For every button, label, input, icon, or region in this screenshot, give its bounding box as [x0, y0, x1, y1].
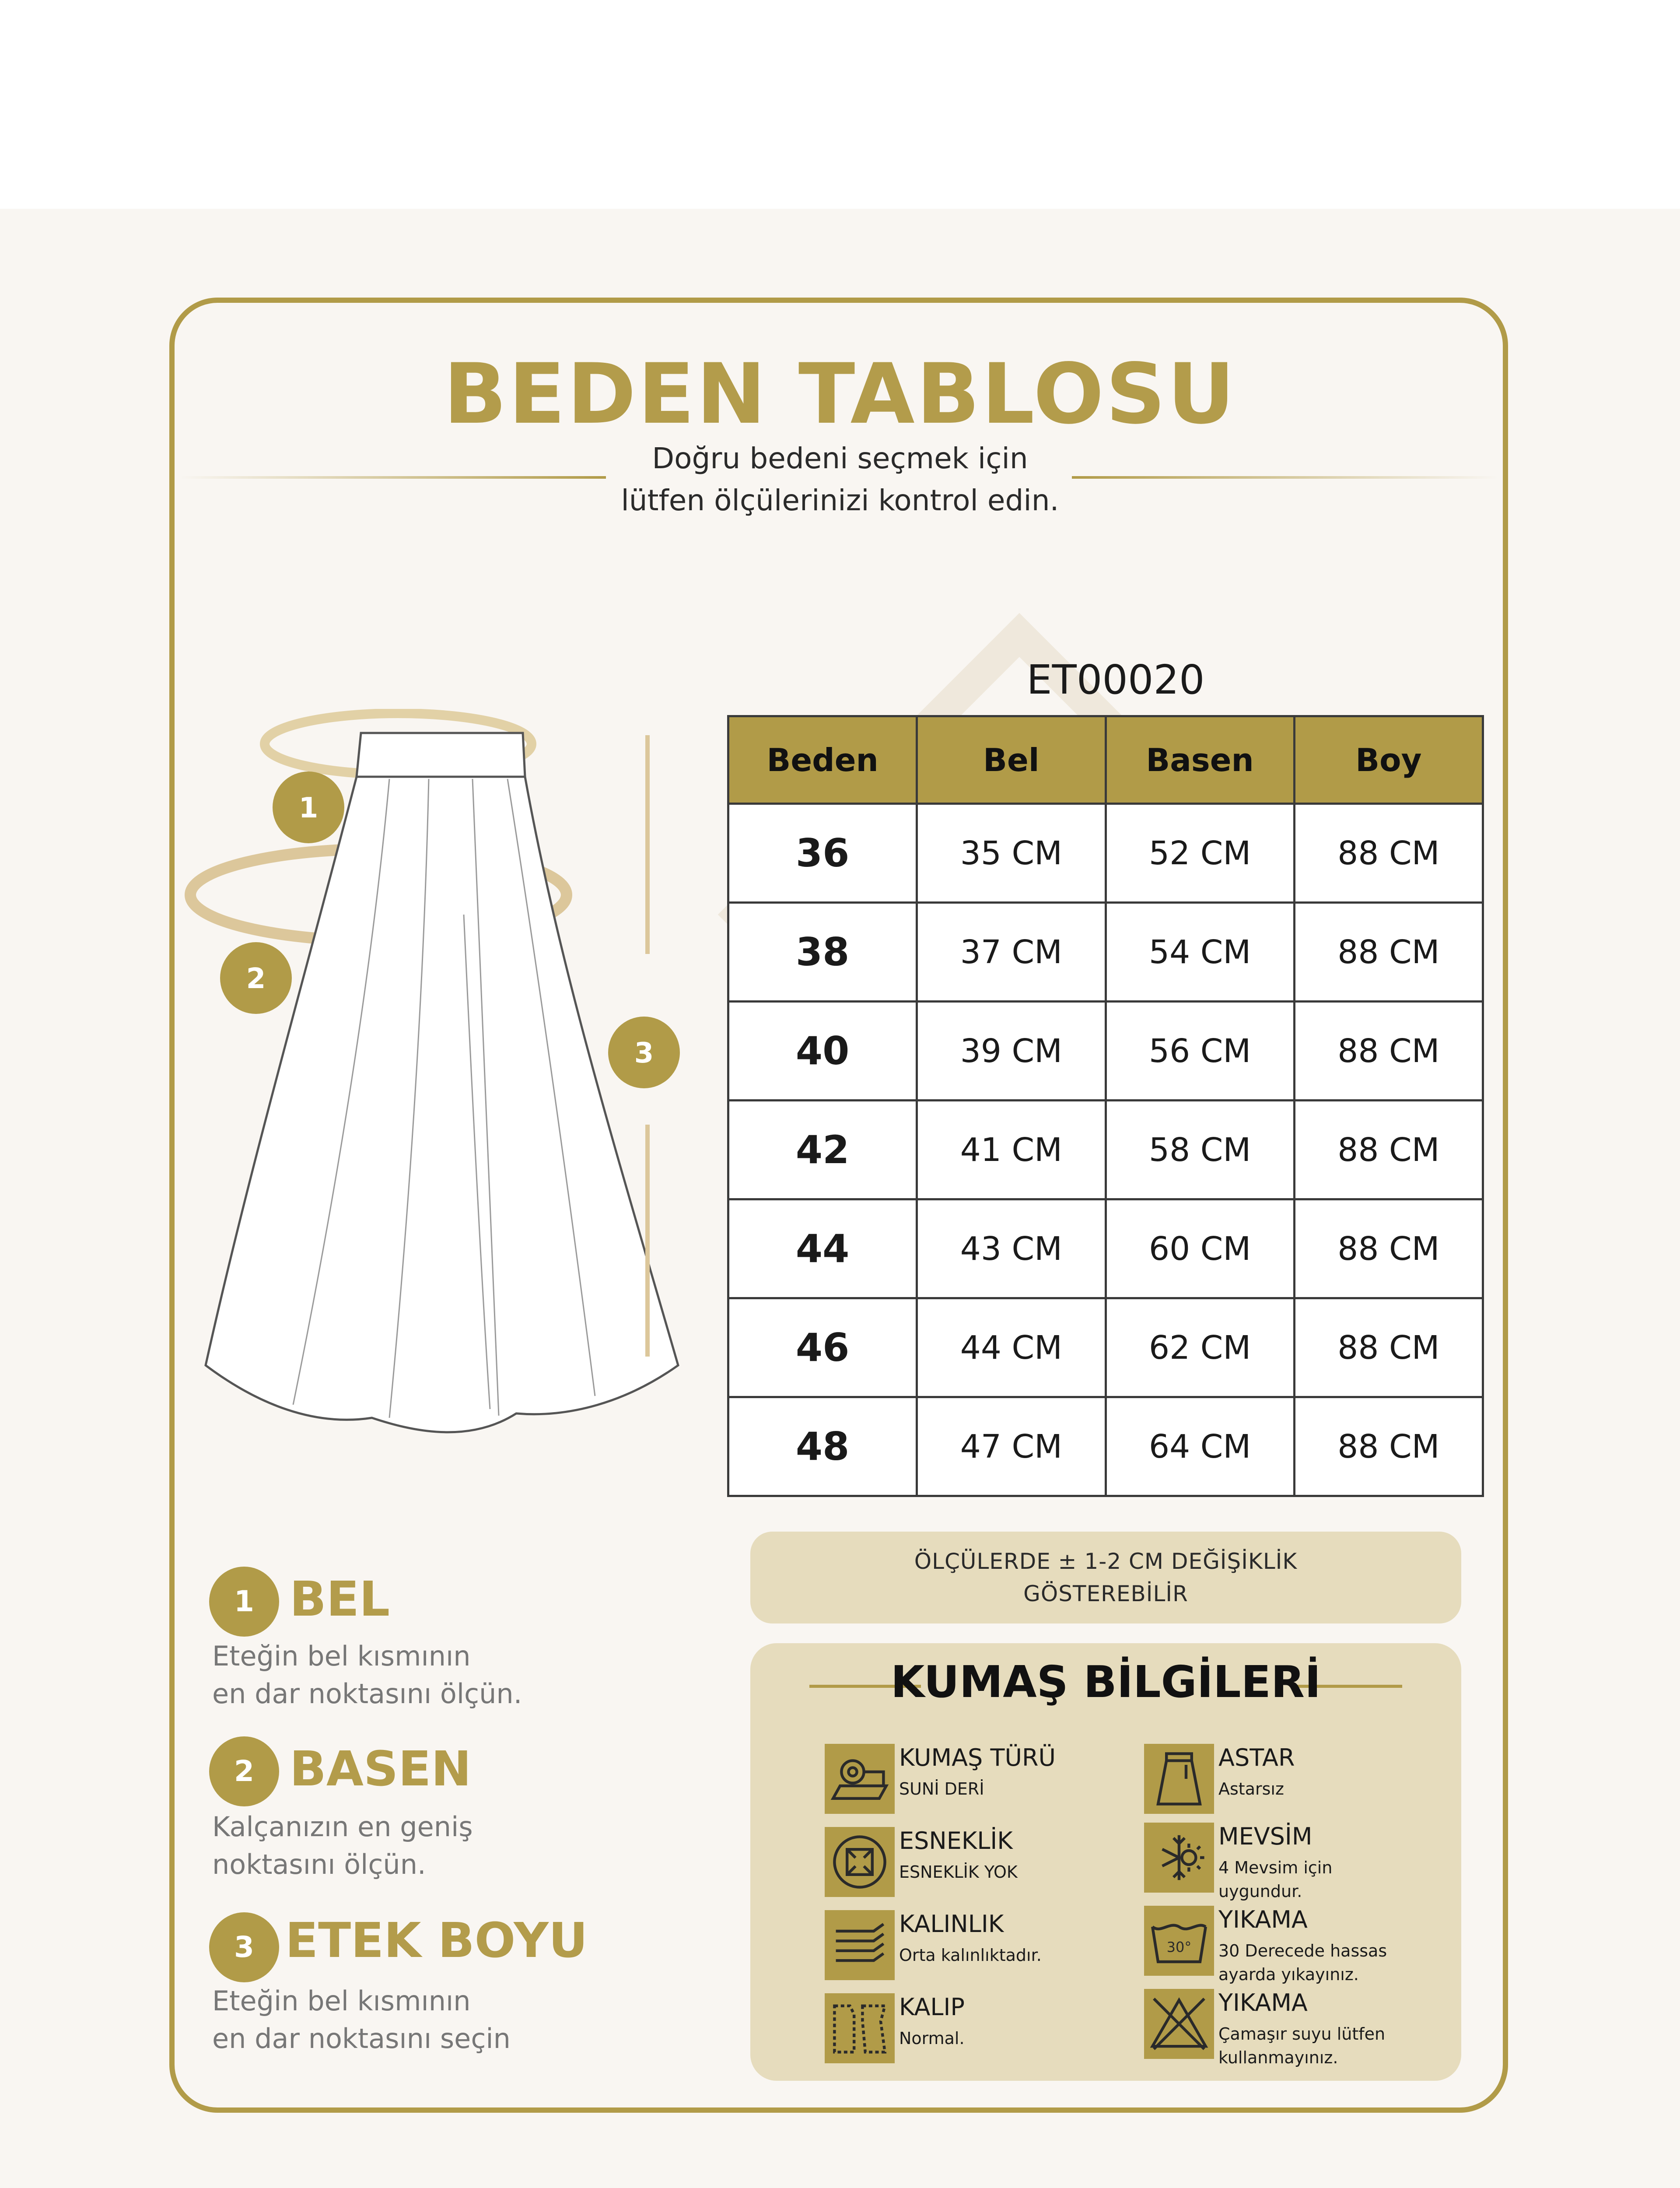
length-cell: 88 CM — [1294, 1298, 1483, 1397]
fabric-item-stretch — [825, 1827, 1157, 1901]
measurement-note — [750, 1532, 1461, 1623]
table-row — [728, 1002, 1483, 1101]
fabric-item-lining — [1144, 1744, 1477, 1818]
fabric-item-label: KALIP — [899, 1993, 965, 2021]
legend-title-etek-boyu: ETEK BOYU — [285, 1912, 588, 1968]
table-row — [728, 903, 1483, 1002]
subtitle-line-1: Doğru bedeni seçmek için — [652, 442, 1028, 475]
size-cell: 48 — [728, 1397, 917, 1496]
hip-cell: 58 CM — [1106, 1101, 1294, 1199]
legend-title-bel: BEL — [290, 1571, 390, 1627]
title-rule-left — [179, 476, 606, 479]
column-header-bel: Bel — [917, 716, 1106, 804]
table-header-row — [728, 716, 1483, 804]
column-header-basen: Basen — [1106, 716, 1294, 804]
hip-cell: 64 CM — [1106, 1397, 1294, 1496]
wash-temperature-label: 30° — [1166, 1939, 1192, 1956]
thickness-icon — [825, 1910, 895, 1980]
table-row — [728, 1199, 1483, 1298]
waist-cell: 44 CM — [917, 1298, 1106, 1397]
size-cell: 46 — [728, 1298, 917, 1397]
marker-3-label: 3 — [634, 1037, 654, 1069]
marker-3 — [608, 1017, 680, 1088]
fabric-item-value: 4 Mevsim için uygundur. — [1218, 1858, 1333, 1901]
fabric-item-thickness — [825, 1910, 1157, 1985]
fabric-roll-icon — [825, 1744, 895, 1814]
subtitle-line-2: lütfen ölçülerinizi kontrol edin. — [621, 484, 1059, 517]
legend-badge-1: 1 — [209, 1567, 279, 1637]
length-cell: 88 CM — [1294, 1397, 1483, 1496]
waist-cell: 37 CM — [917, 903, 1106, 1002]
waist-cell: 47 CM — [917, 1397, 1106, 1496]
marker-1 — [273, 771, 344, 843]
fabric-item-label: ESNEKLİK — [899, 1827, 1013, 1855]
fabric-item-value: Astarsız — [1218, 1779, 1284, 1799]
fabric-item-value: Normal. — [899, 2029, 965, 2048]
fabric-item-no-bleach — [1144, 1989, 1477, 2067]
fabric-item-value: ESNEKLİK YOK — [899, 1862, 1018, 1882]
legend-title-basen: BASEN — [290, 1741, 472, 1797]
table-row — [728, 804, 1483, 903]
stretch-icon — [825, 1827, 895, 1897]
legend-desc-etek-boyu — [212, 1982, 606, 2058]
fabric-item-season — [1144, 1823, 1477, 1901]
column-header-boy: Boy — [1294, 716, 1483, 804]
fabric-info-title: KUMAŞ BİLGİLERİ — [890, 1656, 1321, 1708]
fabric-item-label: MEVSİM — [1218, 1823, 1312, 1850]
wash-30-icon — [1144, 1906, 1214, 1976]
fabric-item-label: YIKAMA — [1218, 1906, 1308, 1933]
fabric-item-value: 30 Derecede hassas ayarda yıkayınız. — [1218, 1941, 1387, 1984]
table-row — [728, 1101, 1483, 1199]
marker-1-label: 1 — [298, 792, 318, 824]
skirt-body — [206, 733, 678, 1432]
length-cell: 88 CM — [1294, 903, 1483, 1002]
size-table — [727, 715, 1484, 1497]
length-cell: 88 CM — [1294, 1101, 1483, 1199]
waist-cell: 41 CM — [917, 1101, 1106, 1199]
measurement-note-text — [909, 1545, 1303, 1610]
hip-cell: 60 CM — [1106, 1199, 1294, 1298]
size-cell: 42 — [728, 1101, 917, 1199]
length-cell: 88 CM — [1294, 804, 1483, 903]
waist-cell: 35 CM — [917, 804, 1106, 903]
pattern-icon — [825, 1993, 895, 2063]
title-rule-right — [1072, 476, 1498, 479]
fabric-item-type — [825, 1744, 1157, 1818]
legend-desc-line: en dar noktasını seçin — [212, 2023, 511, 2055]
table-row — [728, 1298, 1483, 1397]
marker-2-label: 2 — [246, 963, 266, 995]
column-header-beden: Beden — [728, 716, 917, 804]
legend-desc-line: Eteğin bel kısmının — [212, 1640, 471, 1672]
legend-desc-line: noktasını ölçün. — [212, 1848, 426, 1880]
fabric-item-value: Çamaşır suyu lütfen kullanmayınız. — [1218, 2024, 1386, 2067]
fabric-item-label: KUMAŞ TÜRÜ — [899, 1744, 1056, 1771]
fabric-item-pattern — [825, 1993, 1157, 2068]
page-title: BEDEN TABLOSU — [443, 346, 1237, 442]
page-subtitle — [569, 438, 1111, 522]
length-cell: 88 CM — [1294, 1199, 1483, 1298]
fabric-item-label: ASTAR — [1218, 1744, 1295, 1771]
size-cell: 38 — [728, 903, 917, 1002]
hip-cell: 62 CM — [1106, 1298, 1294, 1397]
note-line: GÖSTEREBİLİR — [1023, 1581, 1188, 1606]
skirt-lining-icon — [1144, 1744, 1214, 1814]
product-code: ET00020 — [1026, 656, 1205, 703]
hip-cell: 52 CM — [1106, 804, 1294, 903]
fabric-info-panel — [750, 1643, 1461, 2081]
note-line: ÖLÇÜLERDE ± 1-2 CM DEĞİŞİKLİK — [914, 1549, 1298, 1574]
skirt-diagram — [184, 709, 726, 1462]
legend-badge-3: 3 — [209, 1912, 279, 1982]
size-cell: 44 — [728, 1199, 917, 1298]
fabric-item-label: YIKAMA — [1218, 1989, 1308, 2016]
legend-desc-bel — [212, 1637, 606, 1713]
legend-desc-line: Eteğin bel kısmının — [212, 1985, 471, 2017]
waist-cell: 43 CM — [917, 1199, 1106, 1298]
hip-cell: 54 CM — [1106, 903, 1294, 1002]
length-cell: 88 CM — [1294, 1002, 1483, 1101]
table-row — [728, 1397, 1483, 1496]
legend-desc-line: en dar noktasını ölçün. — [212, 1678, 522, 1710]
legend-badge-2: 2 — [209, 1736, 279, 1806]
size-cell: 40 — [728, 1002, 917, 1101]
size-cell: 36 — [728, 804, 917, 903]
no-bleach-icon — [1144, 1989, 1214, 2059]
fabric-item-washing — [1144, 1906, 1477, 1984]
waist-cell: 39 CM — [917, 1002, 1106, 1101]
fabric-item-value: SUNİ DERİ — [899, 1779, 984, 1799]
legend-desc-basen — [212, 1808, 606, 1883]
fabric-item-value: Orta kalınlıktadır. — [899, 1946, 1042, 1965]
legend-desc-line: Kalçanızın en geniş — [212, 1811, 473, 1843]
season-icon — [1144, 1823, 1214, 1893]
fabric-item-label: KALINLIK — [899, 1910, 1004, 1938]
marker-2 — [220, 942, 292, 1014]
hip-cell: 56 CM — [1106, 1002, 1294, 1101]
